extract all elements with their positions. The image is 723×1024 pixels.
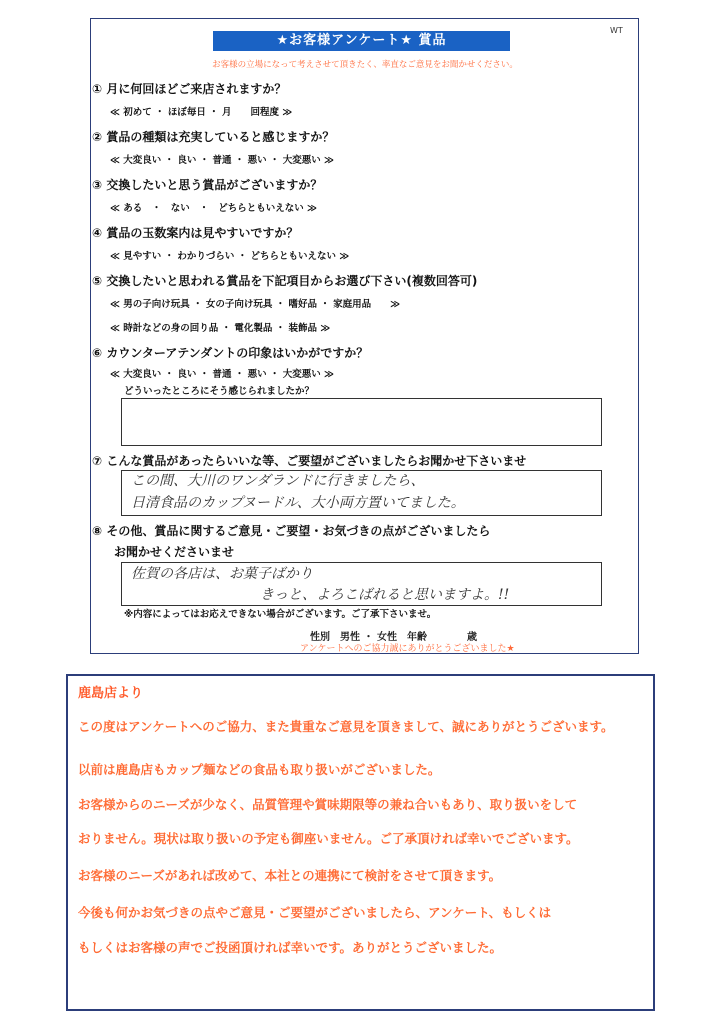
question-7: ⑦ こんな賞品があったらいいな等、ご要望がございましたらお聞かせ下さいませ [92,454,527,468]
survey-title: ★お客様アンケート★ 賞品 [213,31,510,51]
store-reply-line: お客様のニーズがあれば改めて、本社との連携にて検討をさせて頂きます。 [78,868,502,883]
question-4: ④ 賞品の玉数案内は見やすいですか？ [92,226,299,240]
question-1-options[interactable]: ≪ 初めて ・ ほぼ毎日 ・ 月 回程度 ≫ [110,107,293,118]
question-6-options[interactable]: ≪ 大変良い ・ 良い ・ 普通 ・ 悪い ・ 大変悪い ≫ [110,369,334,380]
question-3-options[interactable]: ≪ ある ・ ない ・ どちらともいえない ≫ [110,203,318,214]
corner-mark: WT [610,26,623,35]
store-reply-heading: 鹿島店より [78,686,144,701]
survey-subtitle: お客様の立場になって考えさせて頂きたく、率直なご意見をお聞かせください。 [212,60,518,70]
store-reply-line: お客様からのニーズが少なく、品質管理や賞味期限等の兼ね合いもあり、取り扱いをして [78,797,578,812]
question-5-options-1[interactable]: ≪ 男の子向け玩具 ・ 女の子向け玩具 ・ 嗜好品 ・ 家庭用品 ≫ [110,299,401,310]
store-reply-line: この度はアンケートへのご協力、また貴重なご意見を頂きまして、誠にありがとうございます。 [78,719,614,734]
question-6: ⑥ カウンターアテンダントの印象はいかがですか？ [92,346,369,360]
question-8-answer-line-2: きっと、よろこばれると思いますよ。!! [260,587,510,603]
question-2-options[interactable]: ≪ 大変良い ・ 良い ・ 普通 ・ 悪い ・ 大変悪い ≫ [110,155,334,166]
question-6-answer-box[interactable] [121,398,602,446]
question-1: ① 月に何回ほどご来店されますか？ [92,82,287,96]
question-7-answer-line-1: この間、大川のワンダランドに行きましたら、 [131,473,425,489]
store-reply-line: おりません。現状は取り扱いの予定も御座いません。ご了承頂ければ幸いでございます。 [78,831,579,846]
question-6-follow: どういったところにそう感じられましたか？ [124,386,315,397]
question-5-options-2[interactable]: ≪ 時計などの身の回り品 ・ 電化製品 ・ 装飾品 ≫ [110,323,331,334]
gender-age-row[interactable]: 性別 男性 ・ 女性 年齢 歳 [310,632,477,643]
question-8: ⑧ その他、賞品に関するご意見・ご要望・お気づきの点がございましたら [92,524,491,538]
question-8-answer-line-1: 佐賀の各店は、お菓子ばかり [131,566,313,582]
store-reply-line: もしくはお客様の声でご投函頂ければ幸いです。ありがとうございました。 [78,940,503,955]
question-3: ③ 交換したいと思う賞品がございますか？ [92,178,323,192]
question-4-options[interactable]: ≪ 見やすい ・ わかりづらい ・ どちらともいえない ≫ [110,251,350,262]
question-2: ② 賞品の種類は充実していると感じますか？ [92,130,335,144]
thanks-message: アンケートへのご協力誠にありがとうございました★ [300,644,515,654]
store-reply-line: 以前は鹿島店もカップ麺などの食品も取り扱いがございました。 [78,762,441,777]
disclaimer-note: ※内容によってはお応えできない場合がございます。ご了承下さいませ。 [124,609,437,620]
question-7-answer-line-2: 日清食品のカップヌードル、大小両方置いてました。 [131,495,465,511]
store-reply-line: 今後も何かお気づきの点やご意見・ご要望がございましたら、アンケート、もしくは [78,905,552,920]
question-8-line-2: お聞かせくださいませ [114,545,235,559]
question-5: ⑤ 交換したいと思われる賞品を下記項目からお選び下さい(複数回答可) [92,274,478,288]
